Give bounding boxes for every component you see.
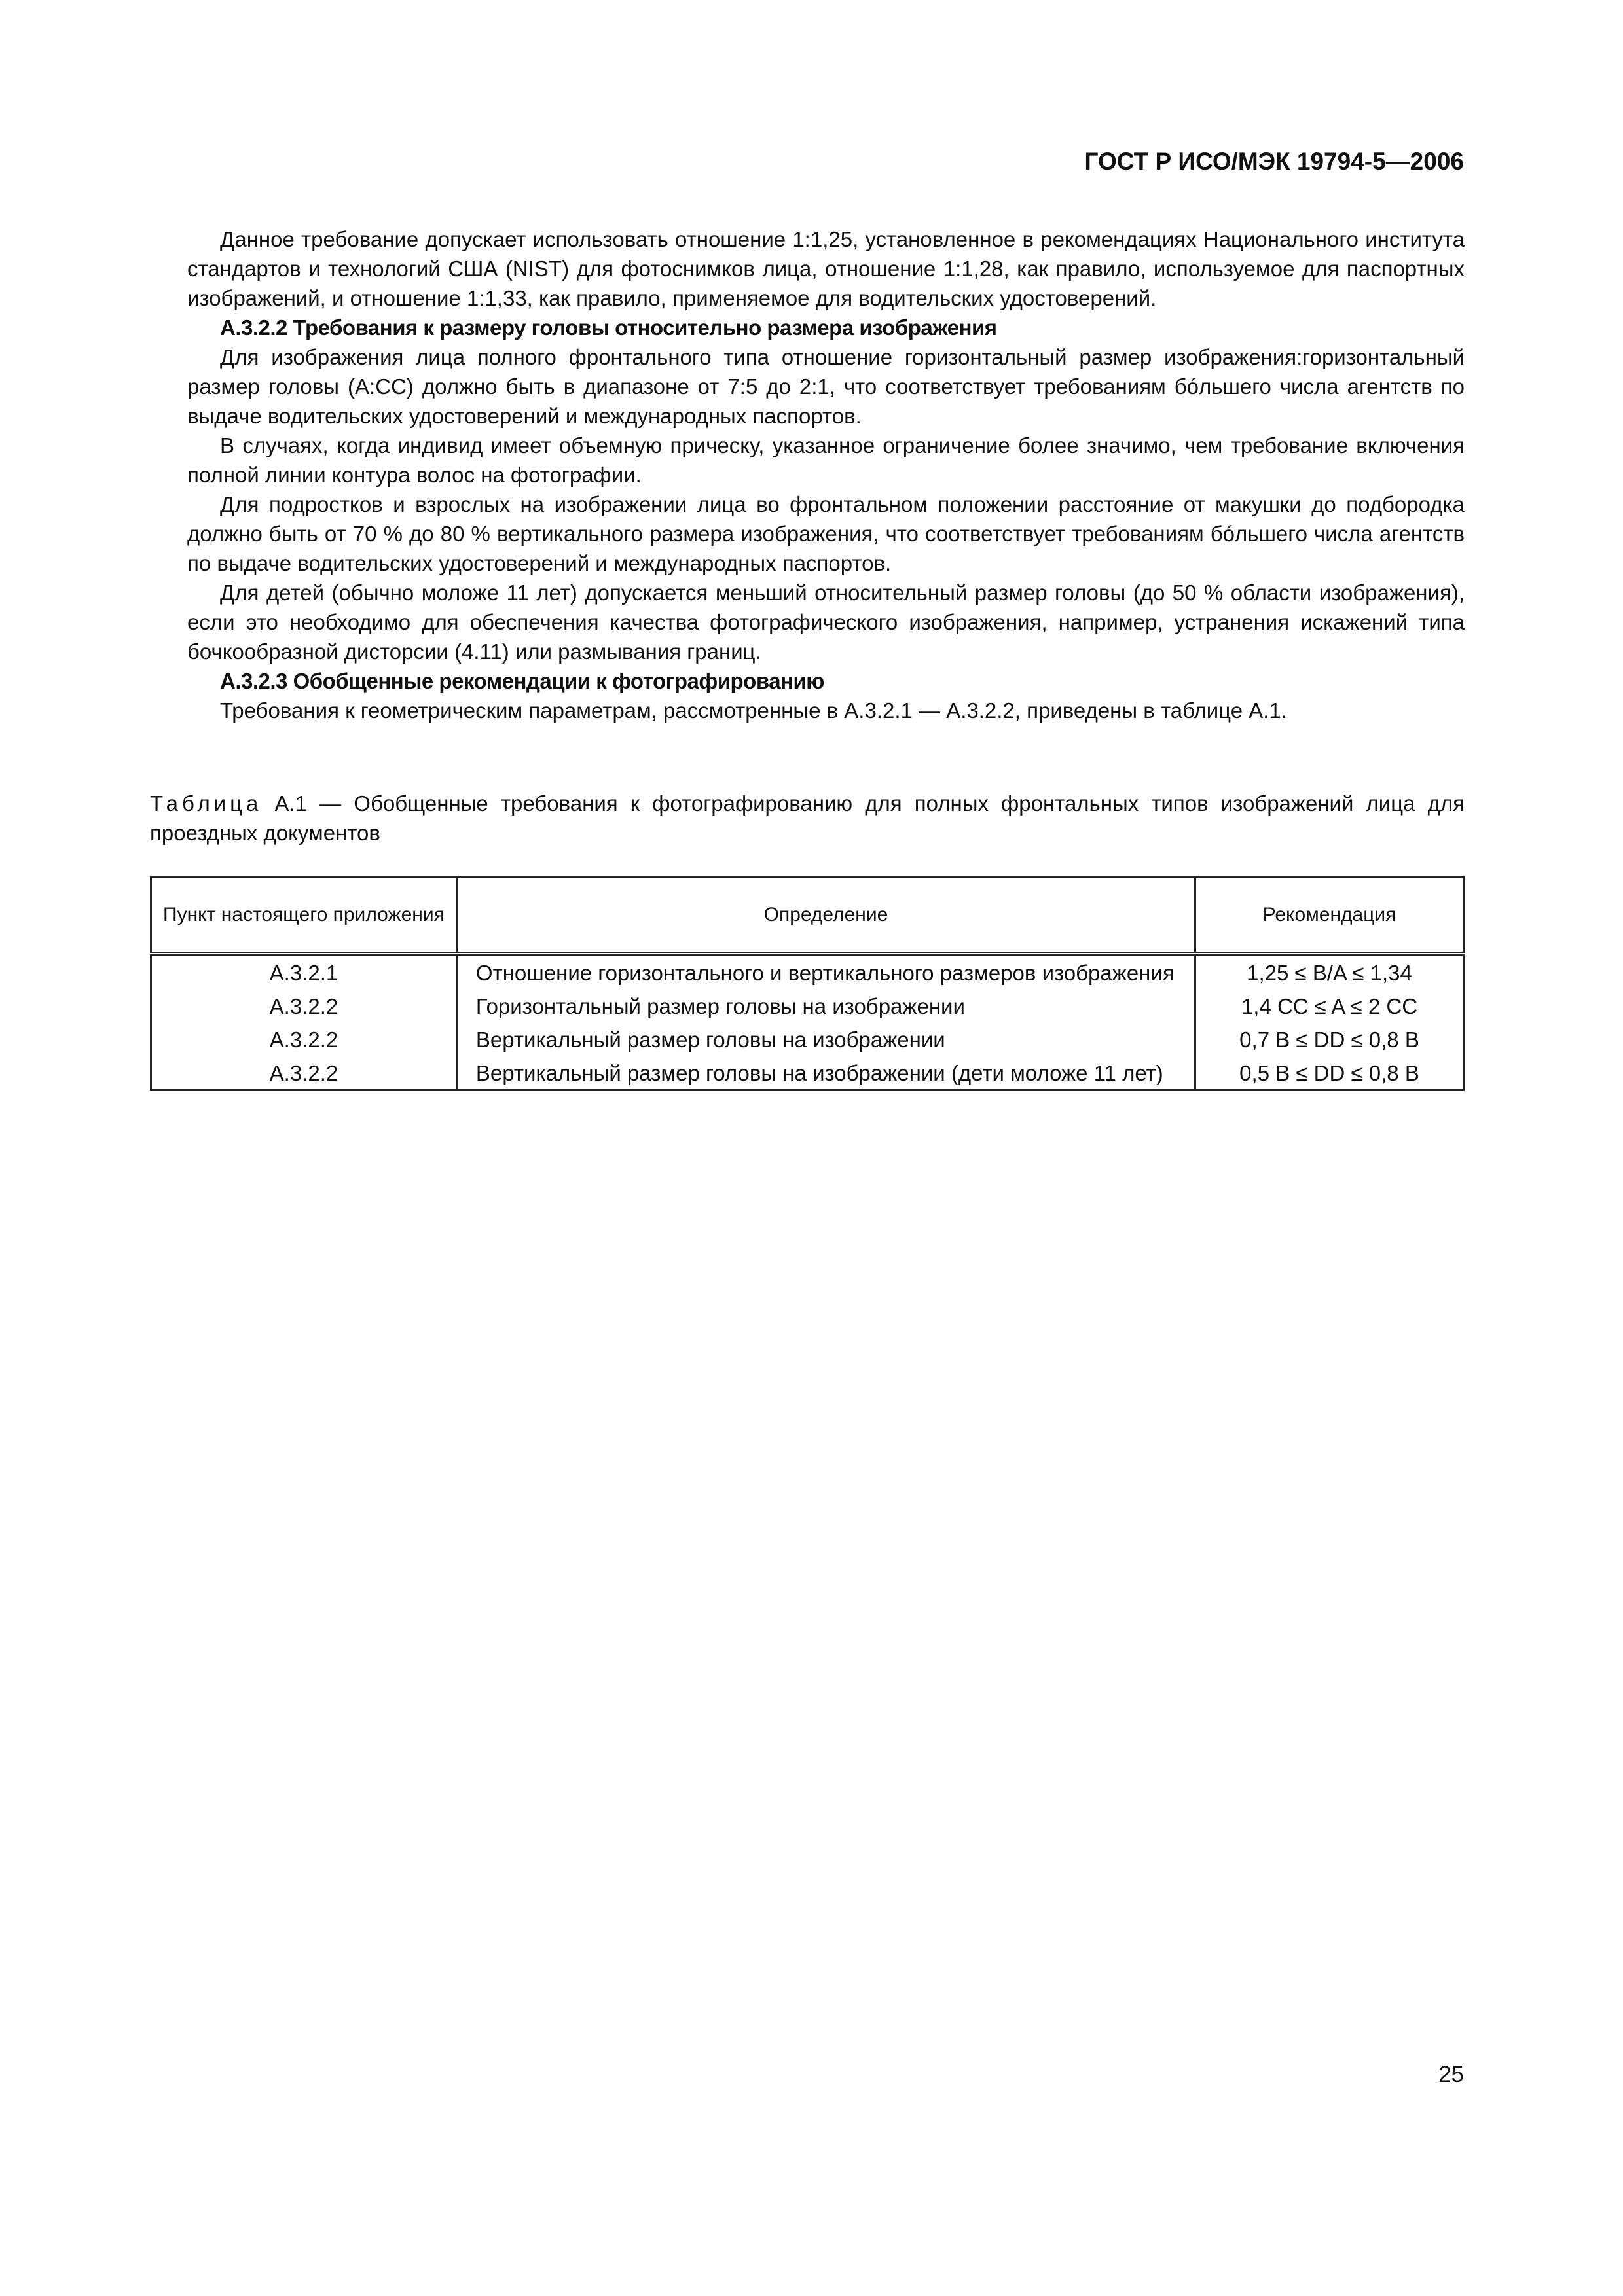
paragraph-table-reference: Требования к геометрическим параметрам, рассмотренные в А.3.2.1 — А.3.2.2, приведены в таблице А.1.	[220, 698, 1287, 723]
table-caption	[150, 789, 1465, 848]
section-heading-a323: А.3.2.3 Обобщенные рекомендации к фотографированию	[220, 669, 824, 693]
cell-item: А.3.2.2	[151, 989, 457, 1022]
page-number: 25	[1438, 2062, 1464, 2087]
paragraph-adults: Для подростков и взрослых на изображении лица во фронтальном положении расстояние от макушки до подбородка должно быть от 70 % до 80 % вертикального размера изображения, что соответствует требованиям бóльшего числа агентств по выдаче водительских удостоверений и международных паспортов.	[187, 492, 1465, 575]
cell-definition: Горизонтальный размер головы на изображении	[456, 989, 1195, 1022]
header-item: Пункт настоящего приложения	[151, 878, 457, 954]
table-row	[151, 1056, 1464, 1090]
document-code: ГОСТ Р ИСО/МЭК 19794-5—2006	[1084, 148, 1464, 175]
table-caption-text: А.1 — Обобщенные требования к фотографированию для полных фронтальных типов изображений лица для проездных документов	[150, 791, 1465, 845]
header-definition: Определение	[456, 878, 1195, 954]
table-row	[151, 954, 1464, 989]
table-header-row	[151, 878, 1464, 954]
cell-recommendation: 1,25 ≤ B/A ≤ 1,34	[1195, 954, 1464, 989]
cell-definition: Вертикальный размер головы на изображении	[456, 1022, 1195, 1056]
cell-recommendation: 0,7 B ≤ DD ≤ 0,8 B	[1195, 1022, 1464, 1056]
paragraph-hairstyle: В случаях, когда индивид имеет объемную прическу, указанное ограничение более значимо, чем требование включения полной линии контура волос на фотографии.	[187, 433, 1465, 487]
table-caption-label: Таблица	[150, 791, 263, 816]
paragraph-children: Для детей (обычно моложе 11 лет) допускается меньший относительный размер головы (до 50 % области изображения), если это необходимо для обеспечения качества фотографического изображения, например, устранения искажений типа бочкообразной дисторсии (4.11) или размывания границ.	[187, 581, 1465, 664]
cell-item: А.3.2.1	[151, 954, 457, 989]
cell-item: А.3.2.2	[151, 1056, 457, 1090]
header-recommendation: Рекомендация	[1195, 878, 1464, 954]
body-text	[187, 224, 1465, 725]
requirements-table	[150, 876, 1465, 1091]
table-row	[151, 989, 1464, 1022]
cell-recommendation: 1,4 CC ≤ A ≤ 2 CC	[1195, 989, 1464, 1022]
cell-item: А.3.2.2	[151, 1022, 457, 1056]
cell-definition: Отношение горизонтального и вертикального размеров изображения	[456, 954, 1195, 989]
cell-definition: Вертикальный размер головы на изображении (дети моложе 11 лет)	[456, 1056, 1195, 1090]
paragraph-ratio-note: Данное требование допускает использовать отношение 1:1,25, установленное в рекомендациях Национального института стандартов и технологий США (NIST) для фотоснимков лица, отношение 1:1,28, как правило, используемое для паспортных изображений, и отношение 1:1,33, как правило, применяемое для водительских удостоверений.	[187, 227, 1465, 310]
cell-recommendation: 0,5 B ≤ DD ≤ 0,8 B	[1195, 1056, 1464, 1090]
table-row	[151, 1022, 1464, 1056]
paragraph-head-width: Для изображения лица полного фронтального типа отношение горизонтальный размер изображения:горизонтальный размер головы (А:СС) должно быть в диапазоне от 7:5 до 2:1, что соответствует требованиям бóльшего числа агентств по выдаче водительских удостоверений и международных паспортов.	[187, 345, 1465, 428]
section-heading-a322: А.3.2.2 Требования к размеру головы относительно размера изображения	[220, 315, 997, 340]
